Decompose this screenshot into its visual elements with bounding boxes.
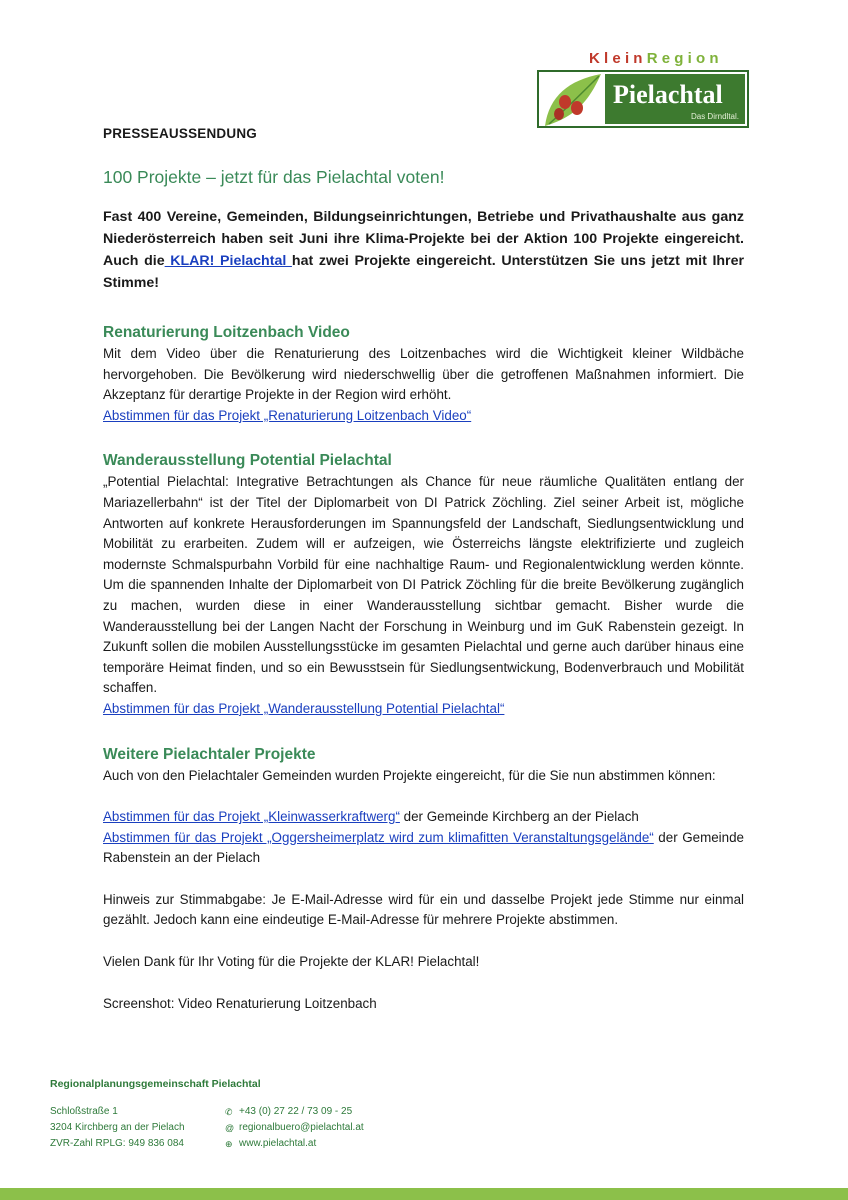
footer-city: 3204 Kirchberg an der Pielach (50, 1122, 185, 1133)
section-heading: Weitere Pielachtaler Projekte (103, 745, 316, 763)
vote-link-wanderausstellung[interactable]: Abstimmen für das Projekt „Wanderausstellung Potential Pielachtal“ (103, 700, 505, 716)
logo-top-text (589, 50, 723, 67)
logo-tagline: Das Dirndltal. (690, 112, 739, 121)
doc-label: PRESSEAUSSENDUNG (103, 126, 257, 141)
section-text: Mit dem Video über die Renaturierung des Loitzenbaches wird die Wichtigkeit kleiner Wildbäche hervorgehoben. Die Bevölkerung wird niederschwellig über die getroffenen Maßnahmen informiert. Die Akzeptanz für derartige Projekte in der Region wird erhöht. (103, 346, 744, 403)
kleinregion-logo (537, 50, 749, 130)
footer-web[interactable]: www.pielachtal.at (239, 1138, 317, 1149)
footer-phone: +43 (0) 27 22 / 73 09 - 25 (239, 1106, 353, 1117)
footer-contact (225, 1104, 364, 1152)
footer-street: Schloßstraße 1 (50, 1106, 118, 1117)
screenshot-caption: Screenshot: Video Renaturierung Loitzenbach (103, 995, 377, 1011)
lead-text-1: Fast 400 Vereine, Gemeinden, Bildungseinrichtungen, Betriebe und Privathaushalte aus ganz Niederösterreich haben seit Juni ihre Klima-Projekte bei der Aktion 100 Projekte eingereicht. Auch die (103, 209, 744, 269)
section-weitere (103, 746, 744, 1015)
vote-link-renaturierung[interactable]: Abstimmen für das Projekt „Renaturierung Loitzenbach Video“ (103, 407, 472, 423)
klar-pielachtal-link[interactable]: KLAR! Pielachtal (164, 253, 292, 269)
logo-top-left: Klein (589, 50, 647, 67)
project-item-rest: der Gemeinde Rabenstein an der Pielach (103, 829, 745, 866)
project-item-rest: der Gemeinde Kirchberg an der Pielach (399, 809, 639, 825)
email-icon: @ (225, 1123, 235, 1133)
footer-email[interactable]: regionalbuero@pielachtal.at (239, 1122, 364, 1133)
vote-link-kleinwasserkraftwerk[interactable]: Abstimmen für das Projekt „Kleinwasserkraftwerg“ (103, 809, 400, 825)
footer-address (50, 1104, 225, 1152)
section-text: „Potential Pielachtal: Integrative Betrachtungen als Chance für neue räumliche Qualitäten entlang der Mariazellerbahn“ ist der Titel der Diplomarbeit von DI Patrick Zöchling. Ziel seiner Arbeit ist, mögliche Antworten auf konkrete Herausforderungen im Spannungsfeld der Landschaft, Siedlungsentwicklung und Mobilität zu erarbeiten. Zudem will er aufzeigen, wie Österreichs längste elektrifizierte und zugleich modernste Schmalspurbahn Vorbild für eine nachhaltige Raum- und Regionalentwicklung werden könnte. Um die spannenden Inhalte der Diplomarbeit von DI Patrick Zöchling für die breite Bevölkerung zugänglich zu machen, wurden diese in einer Wanderausstellung sichtbar gemacht. Bisher wurde die Wanderausstellung bei der Langen Nacht der Forschung in Weinburg und im GuK Rabenstein gezeigt. In Zukunft sollen die mobilen Ausstellungsstücke im gesamten Pielachtal und gerne auch darüber hinaus eine temporäre Heimat finden, und so ein Bewusstsein für Siedlungsentwickung, Bodenverbrauch und Mobilität schaffen. (103, 474, 744, 696)
project-item-rabenstein (103, 828, 744, 869)
section-wanderausstellung (103, 452, 744, 719)
project-item-kirchberg (103, 807, 744, 828)
logo-name: Pielachtal (613, 80, 723, 109)
document-body (103, 126, 744, 1014)
voting-hint: Hinweis zur Stimmabgabe: Je E-Mail-Adresse wird für ein und dasselbe Projekt jede Stimme nur einmal gezählt. Jedoch kann eine eindeutige E-Mail-Adresse für mehrere Projekte abstimmen. (103, 891, 744, 928)
footer-color-bar (0, 1188, 848, 1200)
phone-icon: ✆ (225, 1107, 233, 1117)
lead-paragraph (103, 206, 744, 294)
footer-zvr: ZVR-Zahl RPLG: 949 836 084 (50, 1138, 184, 1149)
doc-title: 100 Projekte – jetzt für das Pielachtal voten! (103, 167, 445, 187)
logo-green-panel (605, 74, 745, 124)
logo-frame (537, 70, 749, 128)
web-icon: ⊕ (225, 1139, 233, 1149)
section-heading: Renaturierung Loitzenbach Video (103, 324, 350, 341)
lead-text-2: hat zwei Projekte eingereicht. Unterstützen Sie uns jetzt mit Ihrer Stimme! (103, 253, 744, 291)
section-renaturierung (103, 324, 744, 426)
footer (50, 1078, 750, 1152)
logo-top-right: Region (646, 50, 723, 67)
section-text: Auch von den Pielachtaler Gemeinden wurden Projekte eingereicht, für die Sie nun abstimmen können: (103, 767, 716, 783)
thanks-text: Vielen Dank für Ihr Voting für die Projekte der KLAR! Pielachtal! (103, 954, 480, 970)
vote-link-oggersheimerplatz[interactable]: Abstimmen für das Projekt „Oggersheimerplatz wird zum klimafitten Veranstaltungsgelände“ (103, 829, 654, 845)
section-heading: Wanderausstellung Potential Pielachtal (103, 452, 392, 470)
footer-org: Regionalplanungsgemeinschaft Pielachtal (50, 1078, 261, 1090)
